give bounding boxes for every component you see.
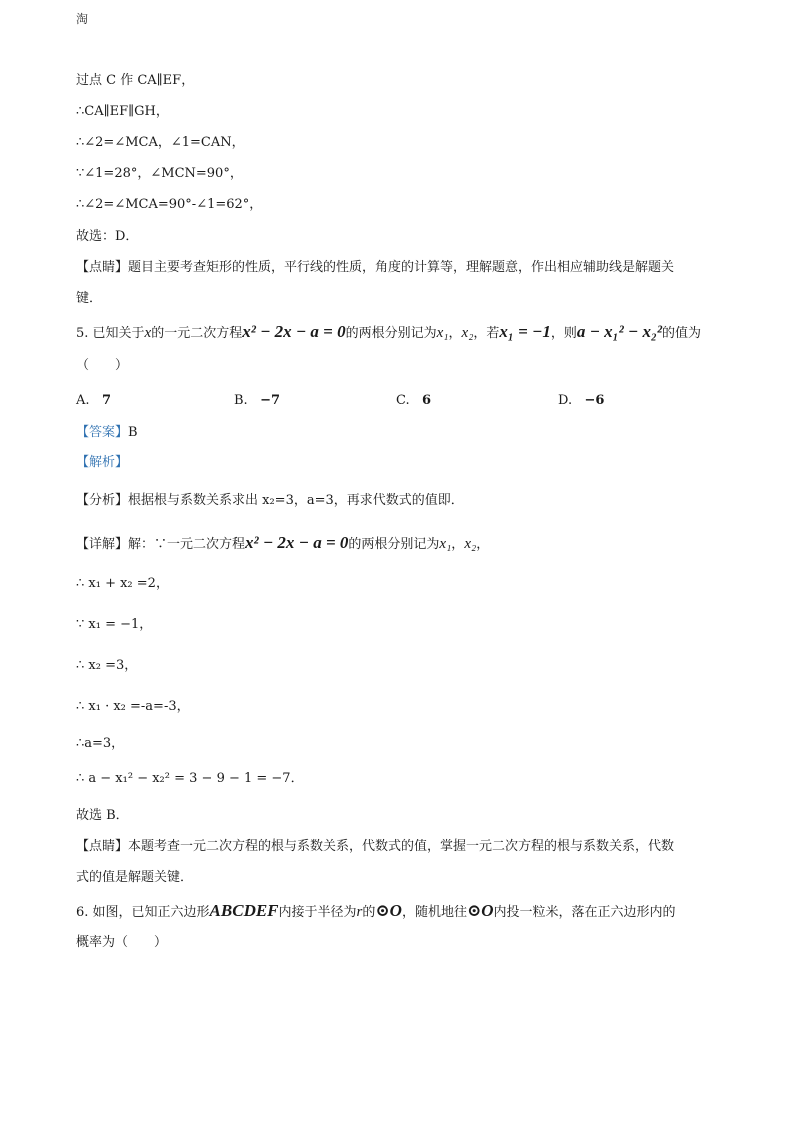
solution-line: ∴CA∥EF∥GH， [76, 104, 169, 119]
step-line: ∵ x₁ = −1， [76, 617, 153, 632]
q6-text: 6. 如图，已知正六边形 [76, 905, 210, 920]
option-letter: A. [76, 393, 90, 408]
q6-circle: ⊙O [466, 901, 494, 920]
q5-text: ，则 [550, 326, 577, 341]
q5-paren: （ ） [76, 358, 129, 373]
option-value: −7 [260, 393, 281, 408]
q5-text: 的值为 [662, 326, 702, 341]
option-letter: D. [558, 393, 573, 408]
detail-root-2: x₂ [464, 536, 477, 552]
step-line: ∴ x₁ · x₂ =-a=-3， [76, 699, 190, 714]
q5-text: 的一元二次方程 [151, 326, 243, 341]
fenxi-line: 【分析】根据根与系数关系求出 x₂=3，a=3，再求代数式的值即． [76, 493, 464, 508]
detail-sep: ， [476, 537, 490, 552]
q5-expression: a − x₁² − x₂² [576, 322, 663, 341]
q5-root-2: x₂ [461, 325, 474, 341]
detail-text: 的两根分别记为 [348, 537, 440, 552]
q6-text: ，随机地往 [401, 905, 467, 920]
answer-label: 【答案】 [76, 425, 129, 440]
q6-hexagon: ABCDEF [209, 901, 279, 920]
dianjing-line: 【点睛】本题考查一元二次方程的根与系数关系，代数式的值，掌握一元二次方程的根与系数关系，代数 [76, 839, 675, 854]
choose-line: 故选 B． [76, 808, 129, 823]
step-line: ∴ x₂ =3， [76, 658, 138, 673]
solution-line: ∵∠1=28°，∠MCN=90°， [76, 166, 243, 181]
dianjing-line: 键． [76, 291, 103, 306]
dianjing-line: 式的值是解题关键． [76, 870, 194, 885]
q5-variable: x [144, 325, 152, 341]
answer-line [76, 424, 138, 442]
detail-text: 【详解】解：∵一元二次方程 [76, 537, 246, 552]
analysis-label: 【解析】 [76, 455, 129, 470]
q5-root-1: x₁ [436, 325, 449, 341]
q5-text: ，若 [473, 326, 500, 341]
step-line: ∴ a − x₁² − x₂² = 3 − 9 − 1 = −7． [76, 771, 304, 786]
option-value: 6 [422, 393, 432, 408]
option-a [76, 392, 111, 410]
option-c [396, 392, 431, 410]
q5-text: 5. 已知关于 [76, 326, 145, 341]
detail-line [76, 534, 489, 554]
option-letter: C. [396, 393, 410, 408]
q5-text: 的两根分别记为 [345, 326, 437, 341]
q5-condition: x₁ = −1 [499, 322, 551, 341]
solution-line: ∴∠2=∠MCA=90°-∠1=62°， [76, 197, 263, 212]
q6-text: 内投一粒米，落在正六边形内的 [493, 905, 676, 920]
detail-root-1: x₁ [439, 536, 452, 552]
q5-equation: x² − 2x − a = 0 [242, 322, 346, 341]
solution-line: ∴∠2=∠MCA，∠1=CAN， [76, 135, 245, 150]
solution-line: 过点 C 作 CA∥EF， [76, 73, 195, 88]
q6-line-2: 概率为（ ） [76, 935, 168, 950]
header-mark: 淘 [76, 12, 89, 26]
q6-text: 的 [362, 905, 376, 920]
detail-equation: x² − 2x − a = 0 [245, 533, 349, 552]
step-line: ∴a=3， [76, 736, 125, 751]
q5-sep: ， [448, 326, 462, 341]
question-5 [76, 323, 701, 343]
solution-line: 故选：D． [76, 229, 139, 244]
dianjing-line: 【点睛】题目主要考查矩形的性质，平行线的性质，角度的计算等，理解题意，作出相应辅助线是解题关 [76, 260, 675, 275]
question-6 [76, 902, 676, 922]
option-value: −6 [584, 393, 605, 408]
step-line: ∴ x₁ + x₂ =2， [76, 576, 169, 591]
q6-text: 内接于半径为 [278, 905, 357, 920]
answer-value: B [128, 425, 138, 440]
q6-radius: r [356, 904, 363, 920]
q6-circle: ⊙O [375, 901, 402, 920]
option-b [234, 392, 280, 410]
option-letter: B. [234, 393, 248, 408]
option-d [558, 392, 604, 410]
detail-sep: ， [451, 537, 465, 552]
option-value: 7 [101, 393, 111, 408]
